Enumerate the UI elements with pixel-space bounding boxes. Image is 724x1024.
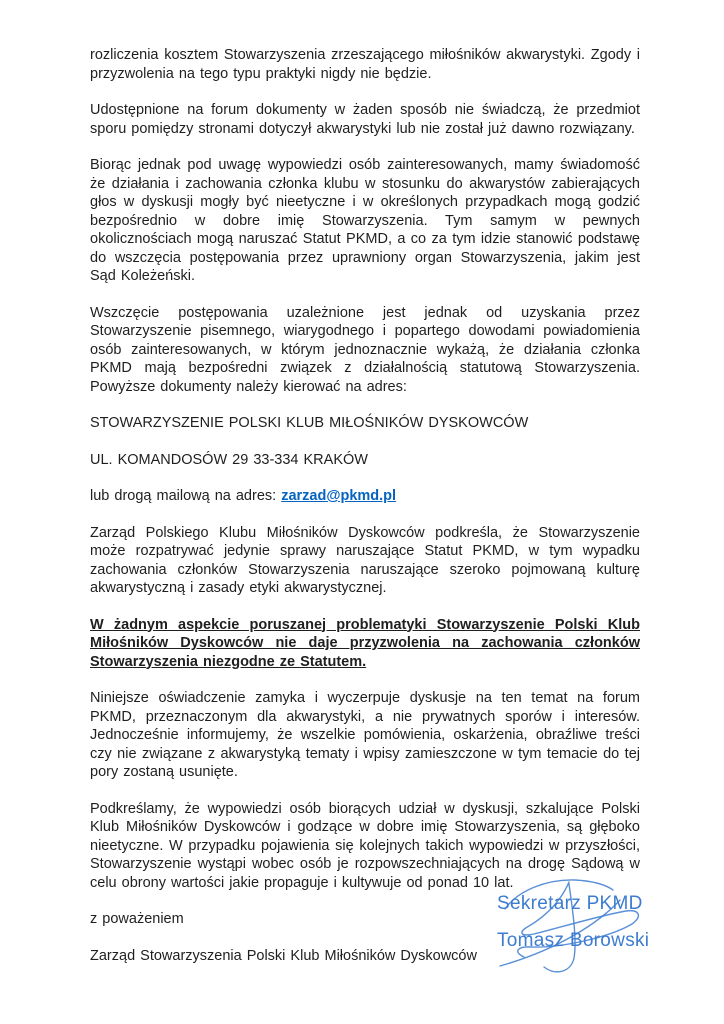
paragraph-forum-documents: Udostępnione na forum dokumenty w żaden sposób nie świadczą, że przedmiot sporu pomiędzy stronami dotyczył akwarystyki lub nie został już dawno rozwiązany. [90,102,640,137]
paragraph-proceedings-condition: Wszczęcie postępowania uzależnione jest jednak od uzyskania przez Stowarzyszenie pisemnego, wiarygodnego i popartego dowodami powiadomienia osób zainteresowanych, w którym jednoznacznie wykażą, że działania członka PKMD mają bezpośredni związek z działalnością statutową Stowarzyszenia. Powyższe dokumenty należy kierować na adres: [90,304,640,395]
signature-role: Sekretarz PKMD [497,893,643,914]
paragraph-board-statement: Zarząd Polskiego Klubu Miłośników Dyskowców podkreśla, że Stowarzyszenie może rozpatrywać jedynie sprawy naruszające Statut PKMD, w tym wypadku zachowania członków Stowarzyszenia naruszające szeroko pojmowaną kulturę akwarystyczną i zasady etyki akwarystycznej. [90,524,640,596]
address-line-organization: STOWARZYSZENIE POLSKI KLUB MIŁOŚNIKÓW DYSKOWCÓW [90,415,529,431]
signature-name: Tomasz Borowski [497,930,650,951]
email-link[interactable]: zarzad@pkmd.pl [281,488,397,504]
email-line-prefix: lub drogą mailową na adres: [90,488,282,504]
paragraph-continuation: rozliczenia kosztem Stowarzyszenia zrzeszającego miłośników akwarystyki. Zgody i przyzwolenia na tego typu praktyki nigdy nie będzie. [90,47,640,82]
address-line-street: UL. KOMANDOSÓW 29 33-334 KRAKÓW [90,451,368,468]
paragraph-member-behavior: Biorąc jednak pod uwagę wypowiedzi osób zainteresowanych, mamy świadomość że działania i zachowania członka klubu w stosunku do akwarystów zabierających głos w dyskusji mogły być nieetyczne i w określonych przypadkach mogą godzić bezpośrednio w dobre imię Stowarzyszenia. Tym samym w pewnych okolicznościach mogą naruszać Statut PKMD, a co za tym idzie stanowić podstawę do wszczęcia postępowania przez uprawniony organ Stowarzyszenia, jakim jest Sąd Koleżeński. [90,157,640,284]
paragraph-legal-warning: Podkreślamy, że wypowiedzi osób biorących udział w dyskusji, szkalujące Polski Klub Miłośników Dyskowców i godzące w dobre imię Stowarzyszenia, są głęboko nieetyczne. W przypadku pojawienia się kolejnych takich wypowiedzi w przyszłości, Stowarzyszenie wystąpi wobec osób je rozpowszechniających na drogę Sądową w celu obrony wartości jakie propaguje i kultywuje od ponad 10 lat. [90,800,640,891]
signatory-organization: Zarząd Stowarzyszenia Polski Klub Miłośników Dyskowców [90,947,477,964]
closing-salutation: z poważeniem [90,911,184,927]
paragraph-discussion-closure: Niniejsze oświadczenie zamyka i wyczerpuje dyskusje na ten temat na forum PKMD, przeznaczonym dla akwarystyki, a nie prywatnych sporów i interesów. Jednocześnie informujemy, że wszelkie pomówienia, oskarżenia, obraźliwe treści czy nie związane z akwarystyką tematy i wpisy zamieszczone w tym temacie do tej pory zostaną usunięte. [90,690,640,780]
email-line [90,487,640,506]
statement-emphasis: W żadnym aspekcie poruszanej problematyki Stowarzyszenie Polski Klub Miłośników Dyskowców nie daje przyzwolenia na zachowania członków Stowarzyszenia niezgodne ze Statutem. [90,616,640,670]
